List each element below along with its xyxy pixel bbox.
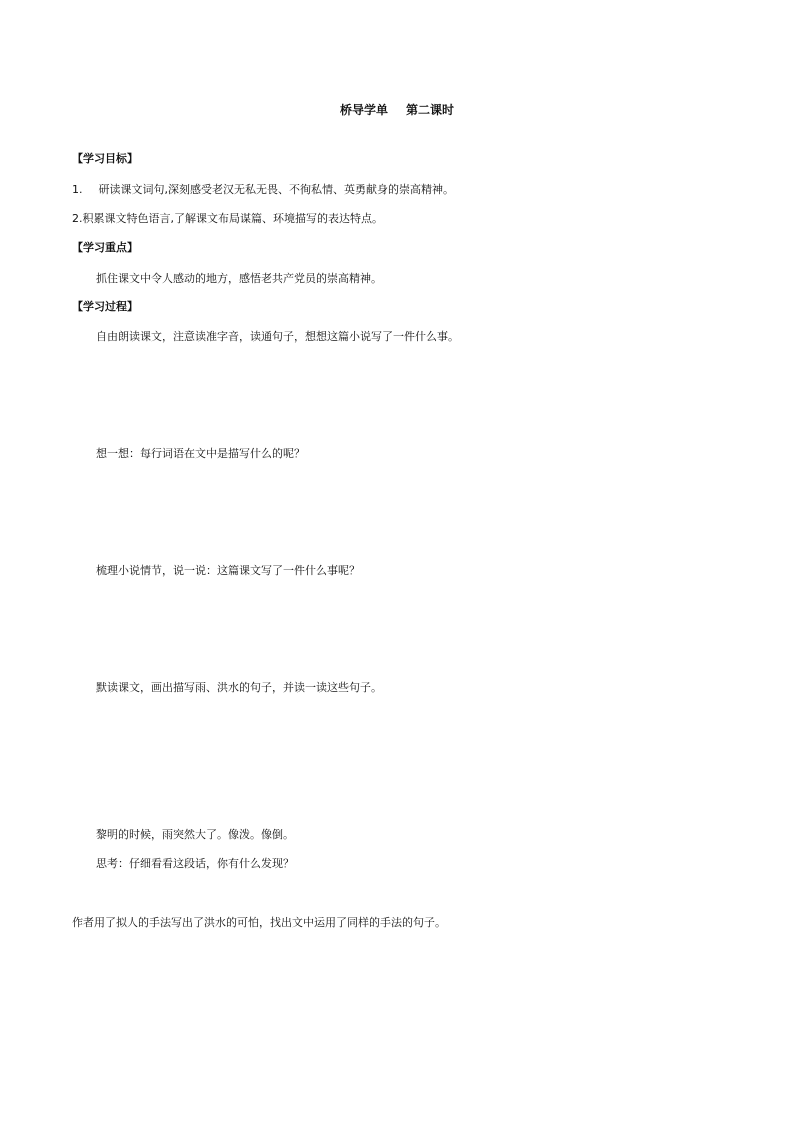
objective-number-1: 1. xyxy=(72,183,83,196)
process-task-5: 黎明的时候，雨突然大了。像泼。像倒。 xyxy=(96,828,294,841)
process-task-6: 思考：仔细看看这段话，你有什么发现？ xyxy=(96,857,294,870)
objective-number-2: 2. xyxy=(72,212,83,225)
process-task-2: 想一想：每行词语在文中是描写什么的呢？ xyxy=(96,447,305,460)
objective-item-2 xyxy=(72,212,383,226)
objective-item-1 xyxy=(72,183,454,197)
title-part-2: 第二课时 xyxy=(406,103,455,117)
title-part-1: 桥导学单 xyxy=(339,103,388,117)
key-points-heading: 【学习重点】 xyxy=(72,241,138,254)
page-title xyxy=(0,101,794,118)
objective-text-2: 积累课文特色语言,了解课文布局谋篇、环境描写的表达特点。 xyxy=(82,212,383,225)
process-heading: 【学习过程】 xyxy=(72,300,138,313)
process-task-3: 梳理小说情节，说一说：这篇课文写了一件什么事呢？ xyxy=(96,564,360,577)
key-points-text: 抓住课文中令人感动的地方，感悟老共产党员的崇高精神。 xyxy=(96,272,382,285)
process-task-7: 作者用了拟人的手法写出了洪水的可怕，找出文中运用了同样的手法的句子。 xyxy=(72,916,446,929)
process-task-4: 默读课文，画出描写雨、洪水的句子，并读一读这些句子。 xyxy=(96,681,382,694)
objectives-heading: 【学习目标】 xyxy=(72,152,138,165)
objective-text-1: 研读课文词句,深刻感受老汉无私无畏、不徇私情、英勇献身的崇高精神。 xyxy=(98,183,454,196)
process-task-1: 自由朗读课文，注意读准字音，读通句子，想想这篇小说写了一件什么事。 xyxy=(96,330,459,343)
